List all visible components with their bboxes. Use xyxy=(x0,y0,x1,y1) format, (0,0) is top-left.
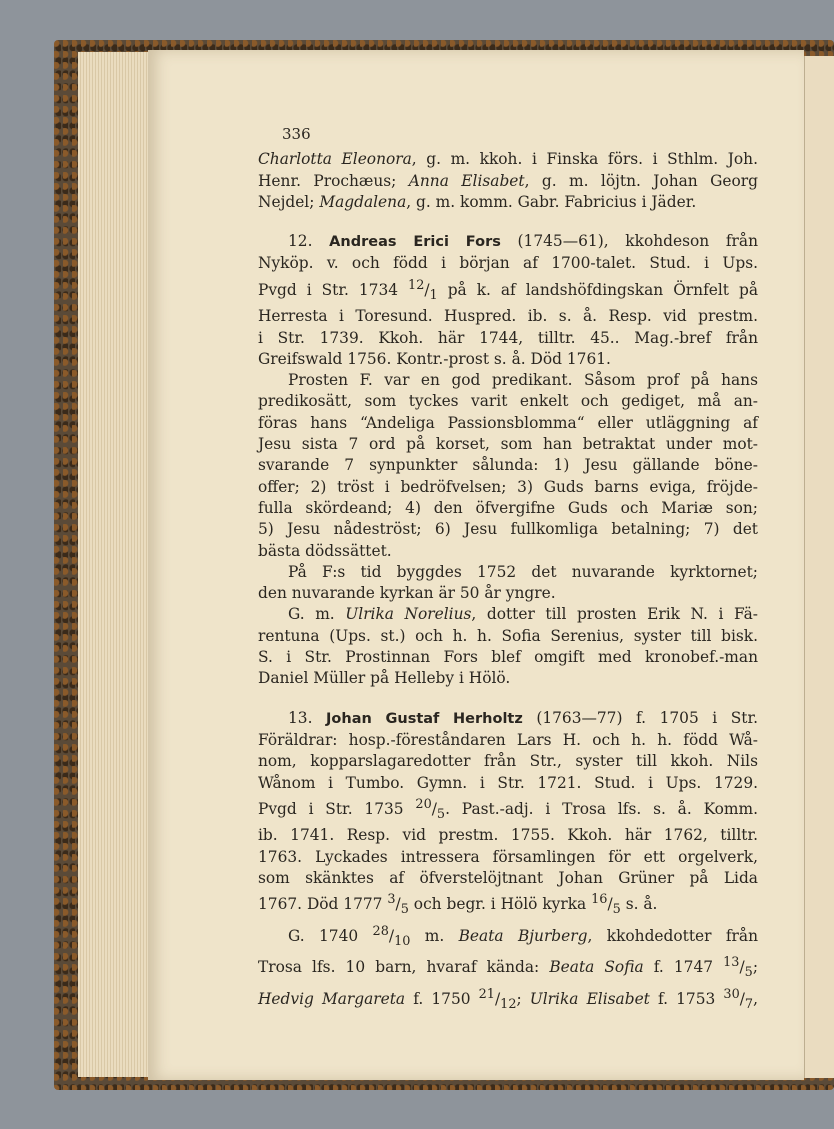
text-line: Charlotta Eleonora, g. m. kkoh. i Finska förs. i Sthlm. Joh. xyxy=(258,150,758,169)
text-line: Nyköp. v. och född i början af 1700-talet. Stud. i Ups. xyxy=(258,254,758,273)
page-edges xyxy=(78,52,152,1077)
text-line: Nejdel; Magdalena, g. m. komm. Gabr. Fabricius i Jäder. xyxy=(258,192,697,211)
text-line: svarande 7 synpunkter sålunda: 1) Jesu gällande böne- xyxy=(258,456,758,475)
text-lines xyxy=(258,149,758,1015)
page-number: 336 xyxy=(282,125,311,143)
text-line: som skänktes af öfverstelöjtnant Johan Grüner på Lida xyxy=(258,868,758,887)
text-line: 1767. Död 1777 $^3/_5$ och begr. i Hölö kyrka $^{16}/_5$ s. å. xyxy=(258,892,658,918)
text-line: Pvgd i Str. 1735 $^{20}/_5$. Past.-adj. i Trosa lfs. s. å. Komm. xyxy=(258,796,758,823)
text-line: 1763. Lyckades intressera församlingen för ett orgelverk, xyxy=(258,847,758,866)
text-line: 12. Andreas Erici Fors (1745—61), kkohdeson från xyxy=(288,232,758,251)
text-line: Föräldrar: hosp.-föreståndaren Lars H. och h. h. född Wå- xyxy=(258,730,758,749)
text-line: Herresta i Toresund. Huspred. ib. s. å. Resp. vid prestm. xyxy=(258,307,758,326)
text-line: Trosa lfs. 10 barn, hvaraf kända: Beata Sofia f. 1747 $^{13}/_5$; xyxy=(258,955,758,981)
text-line: På F:s tid byggdes 1752 det nuvarande kyrktornet; xyxy=(288,562,758,581)
text-line: rentuna (Ups. st.) och h. h. Sofia Serenius, syster till bisk. xyxy=(258,626,758,645)
text-line: ib. 1741. Resp. vid prestm. 1755. Kkoh. här 1762, tilltr. xyxy=(258,826,758,845)
text-line: 13. Johan Gustaf Herholtz (1763—77) f. 1705 i Str. xyxy=(288,708,758,727)
text-line: Wånom i Tumbo. Gymn. i Str. 1721. Stud. i Ups. 1729. xyxy=(258,773,758,792)
paragraph-gap xyxy=(258,213,758,231)
text-line: bästa dödssättet. xyxy=(258,541,392,560)
text-line: G. 1740 $^{28}/_{10}$ m. Beata Bjurberg, kkohdedotter från xyxy=(288,923,759,949)
text-line: 5) Jesu nådeströst; 6) Jesu fullkomliga betalning; 7) det xyxy=(258,520,758,539)
text-line: Hedvig Margareta f. 1750 $^{21}/_{12}$; Ulrika Elisabet f. 1753 $^{30}/_7$, xyxy=(258,986,758,1012)
text-line: predikosätt, som tyckes varit enkelt och gediget, må an- xyxy=(258,392,758,411)
text-line: Greifswald 1756. Kontr.-prost s. å. Död 1761. xyxy=(258,349,611,368)
facing-page-edge xyxy=(803,56,834,1078)
text-line: föras hans “Andeliga Passionsblomma“ eller utläggning af xyxy=(258,413,758,432)
text-line: G. m. Ulrika Norelius, dotter till prosten Erik N. i Fä- xyxy=(288,605,758,624)
text-line: fulla skördeand; 4) den öfvergifne Guds och Mariæ son; xyxy=(258,498,758,517)
text-line: Prosten F. var en god predikant. Såsom prof på hans xyxy=(288,371,758,390)
text-line: nom, kopparslagaredotter från Str., syster till kkoh. Nils xyxy=(258,752,758,771)
text-line: Jesu sista 7 ord på korset, som han betraktat under mot- xyxy=(258,435,758,454)
text-line: offer; 2) tröst i bedröfvelsen; 3) Guds barns eviga, fröjde- xyxy=(258,477,758,496)
text-line: Pvgd i Str. 1734 $^{12}/_1$ på k. af landshöfdingskan Örnfelt på xyxy=(258,277,758,303)
text-line: Daniel Müller på Helleby i Hölö. xyxy=(258,669,511,688)
text-line: Henr. Prochæus; Anna Elisabet, g. m. löjtn. Johan Georg xyxy=(258,171,758,190)
text-line: den nuvarande kyrkan är 50 år yngre. xyxy=(258,584,556,603)
text-line: i Str. 1739. Kkoh. här 1744, tilltr. 45.. Mag.-bref från xyxy=(258,328,758,347)
paragraph-gap xyxy=(258,690,758,708)
page-text xyxy=(258,124,758,1015)
text-line: S. i Str. Prostinnan Fors blef omgift med kronobef.-man xyxy=(258,648,758,667)
